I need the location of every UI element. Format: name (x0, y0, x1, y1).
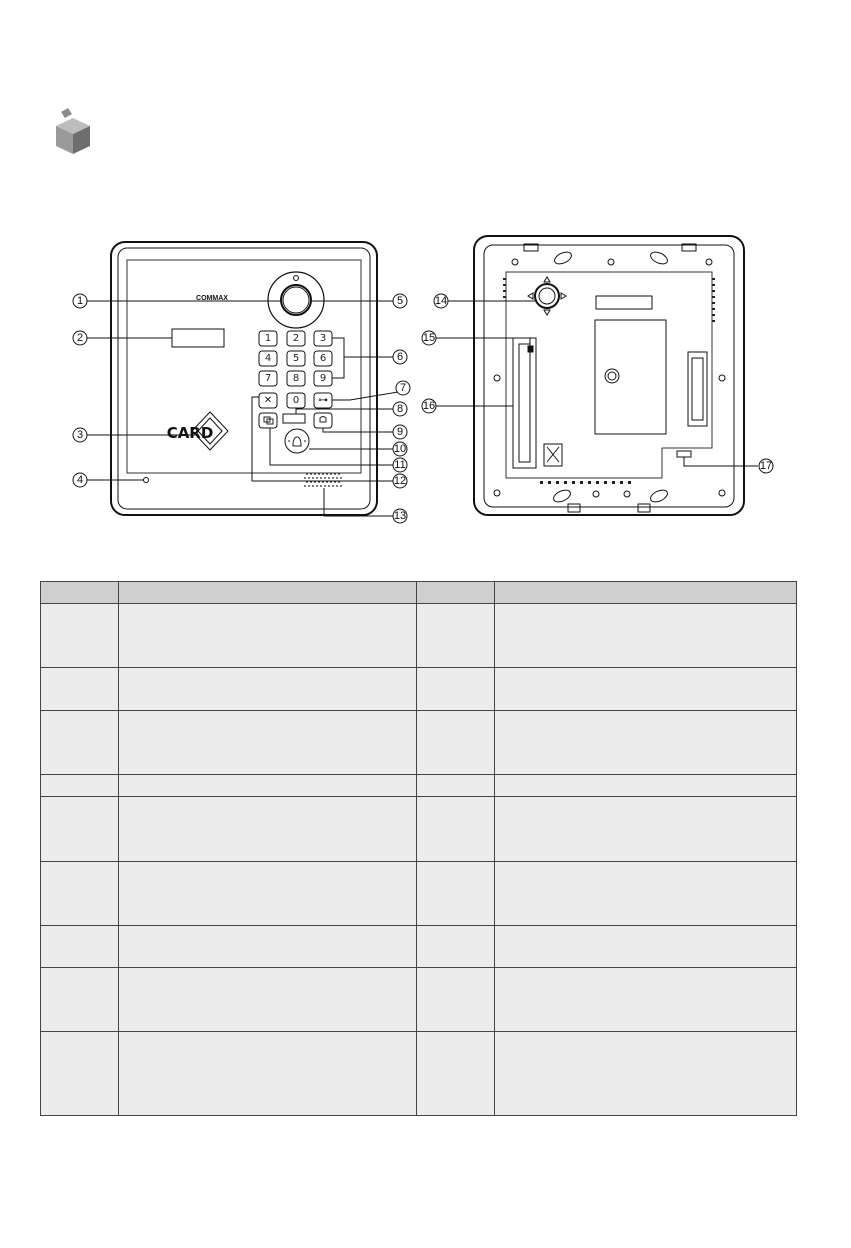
table-cell (41, 775, 119, 797)
callout-17: 17 (759, 460, 773, 472)
callout-9: 9 (396, 426, 404, 438)
table-cell (495, 604, 797, 668)
table-cell (41, 926, 119, 968)
product-diagram (0, 220, 851, 530)
table-cell (41, 668, 119, 711)
table-cell (417, 926, 495, 968)
table-header-row (41, 582, 797, 604)
key-cancel[interactable]: ✕ (263, 395, 273, 406)
key-0[interactable]: 0 (292, 395, 300, 406)
rear-panel (474, 236, 744, 515)
callout-4: 4 (76, 474, 84, 486)
table-cell (495, 862, 797, 926)
table-cell (495, 926, 797, 968)
table-cell (495, 711, 797, 775)
table-row (41, 968, 797, 1032)
callout-11: 11 (394, 459, 406, 471)
key-5[interactable]: 5 (292, 353, 300, 364)
key-8[interactable]: 8 (292, 373, 300, 384)
callout-8: 8 (396, 403, 404, 415)
table-cell (417, 711, 495, 775)
key-unlock[interactable]: ⊶ (318, 395, 328, 406)
key-7[interactable]: 7 (264, 373, 272, 384)
table-row (41, 1032, 797, 1116)
table-row (41, 711, 797, 775)
table-cell (495, 968, 797, 1032)
callout-10: 10 (393, 443, 407, 455)
table-cell (417, 862, 495, 926)
callout-14: 14 (434, 295, 448, 307)
callout-13: 13 (393, 510, 407, 522)
table-cell (119, 797, 417, 862)
table-cell (41, 711, 119, 775)
table-cell (119, 775, 417, 797)
table-row (41, 862, 797, 926)
callout-16: 16 (422, 400, 436, 412)
table-cell (495, 1032, 797, 1116)
key-3[interactable]: 3 (319, 333, 327, 344)
table-cell (495, 775, 797, 797)
callout-3: 3 (76, 429, 84, 441)
callout-5: 5 (396, 295, 404, 307)
card-label: CARD (166, 424, 214, 442)
table-cell (495, 797, 797, 862)
table-cell (41, 797, 119, 862)
table-row (41, 668, 797, 711)
header-cell (495, 582, 797, 604)
table-cell (417, 775, 495, 797)
table-row (41, 604, 797, 668)
callout-6: 6 (396, 351, 404, 363)
key-9[interactable]: 9 (319, 373, 327, 384)
key-4[interactable]: 4 (264, 353, 272, 364)
table-cell (119, 862, 417, 926)
front-callout-lines (87, 301, 398, 516)
table-row (41, 926, 797, 968)
parts-table (40, 581, 797, 1116)
callout-12: 12 (393, 475, 407, 487)
table-cell (41, 968, 119, 1032)
table-cell (41, 862, 119, 926)
table-cell (41, 1032, 119, 1116)
header-cell (417, 582, 495, 604)
table-cell (119, 1032, 417, 1116)
table-row (41, 797, 797, 862)
table-cell (119, 711, 417, 775)
speaker-grille (304, 473, 342, 487)
brand-label: COMMAX (196, 295, 228, 302)
callout-2: 2 (76, 332, 84, 344)
table-cell (417, 668, 495, 711)
callout-15: 15 (422, 332, 436, 344)
key-6[interactable]: 6 (319, 353, 327, 364)
key-2[interactable]: 2 (292, 333, 300, 344)
table-cell (41, 604, 119, 668)
header-cell (41, 582, 119, 604)
table-row (41, 775, 797, 797)
table-cell (119, 668, 417, 711)
key-1[interactable]: 1 (264, 333, 272, 344)
table-cell (119, 604, 417, 668)
header-cell (119, 582, 417, 604)
table-cell (417, 968, 495, 1032)
table-cell (417, 797, 495, 862)
table-cell (495, 668, 797, 711)
table-cell (119, 926, 417, 968)
table-cell (417, 604, 495, 668)
callout-7: 7 (399, 382, 407, 394)
callout-1: 1 (76, 295, 84, 307)
table-cell (119, 968, 417, 1032)
table-cell (417, 1032, 495, 1116)
cube-icon (52, 108, 94, 154)
